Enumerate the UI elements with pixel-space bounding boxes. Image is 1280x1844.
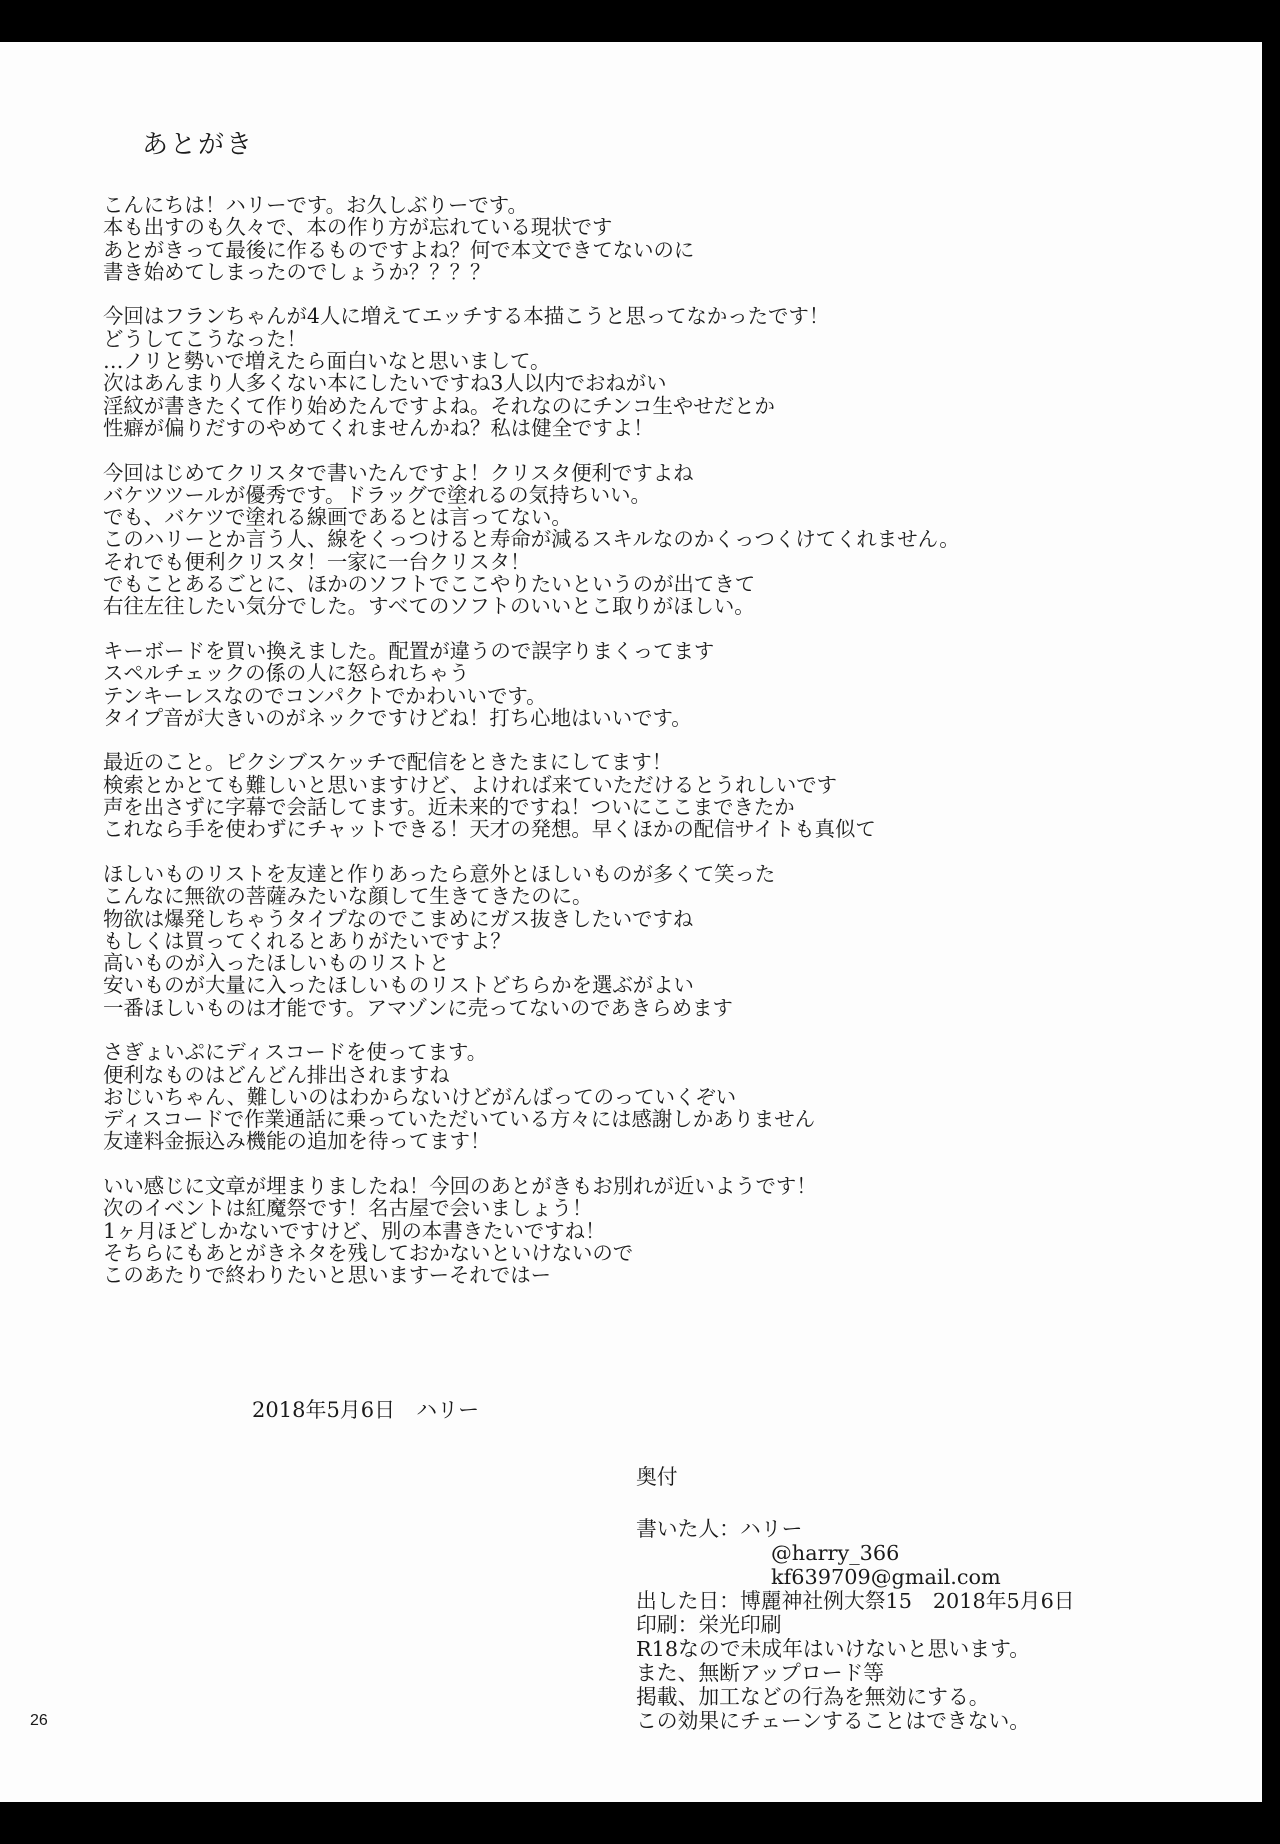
text-line: 右往左往したい気分でした。すべてのソフトのいいとこ取りがほしい。 bbox=[103, 594, 755, 619]
text-line: キーボードを買い換えました。配置が違うので誤字りまくってます bbox=[103, 638, 715, 663]
colophon-author: 書いた人：ハリー bbox=[636, 1517, 803, 1541]
text-line: こんなに無欲の菩薩みたいな顔して生きてきたのに。 bbox=[103, 884, 593, 909]
colophon-twitter: @harry_366 bbox=[771, 1541, 900, 1565]
text-line: バケツツールが優秀です。ドラッグで塗れるの気持ちいい。 bbox=[103, 482, 651, 507]
text-line: おじいちゃん、難しいのはわからないけどがんばってのっていくぞい bbox=[103, 1084, 737, 1109]
paragraph bbox=[103, 1041, 1103, 1152]
colophon-note: また、無断アップロード等 bbox=[636, 1661, 885, 1685]
text-line: 今回はじめてクリスタで書いたんですよ！クリスタ便利ですよね bbox=[103, 460, 694, 485]
text-line: 友達料金振込み機能の追加を待ってます！ bbox=[103, 1129, 491, 1154]
text-line: 書き始めてしまったのでしょうか？？？？ bbox=[103, 259, 491, 284]
text-line: 声を出さずに字幕で会話してます。近未来的ですね！ついにここまできたか bbox=[103, 795, 795, 820]
text-line: このハリーとか言う人、線をくっつけると寿命が減るスキルなのかくっつくけてくれません。 bbox=[103, 527, 960, 552]
text-line: それでも便利クリスタ！一家に一台クリスタ！ bbox=[103, 549, 531, 574]
paragraph bbox=[103, 194, 1103, 283]
text-line: 次はあんまり人多くない本にしたいですね3人以内でおねがい bbox=[103, 371, 667, 396]
text-line: 次のイベントは紅魔祭です！名古屋で会いましょう！ bbox=[103, 1196, 593, 1221]
text-line: 今回はフランちゃんが4人に増えてエッチする本描こうと思ってなかったです！ bbox=[103, 304, 830, 329]
text-line: 検索とかとても難しいと思いますけど、よければ来ていただけるとうれしいです bbox=[103, 772, 838, 797]
text-line: もしくは買ってくれるとありがたいですよ？ bbox=[103, 928, 511, 953]
text-line: そちらにもあとがきネタを残しておかないといけないので bbox=[103, 1240, 634, 1265]
text-line: あとがきって最後に作るものですよね？何で本文できてないのに bbox=[103, 237, 695, 262]
text-line: スペルチェックの係の人に怒られちゃう bbox=[103, 661, 470, 686]
text-line: 本も出すのも久々で、本の作り方が忘れている現状です bbox=[103, 215, 613, 240]
colophon bbox=[636, 1465, 1075, 1733]
text-line: でもことあるごとに、ほかのソフトでここやりたいというのが出てきて bbox=[103, 572, 756, 597]
colophon-release: 出した日：博麗神社例大祭15 2018年5月6日 bbox=[636, 1589, 1075, 1613]
text-line: 1ヶ月ほどしかないですけど、別の本書きたいですね！ bbox=[103, 1218, 606, 1243]
afterword-heading: あとがき bbox=[142, 130, 255, 160]
paragraph bbox=[103, 1175, 1103, 1286]
paragraph bbox=[103, 462, 1103, 618]
text-line: 最近のこと。ピクシブスケッチで配信をときたまにしてます！ bbox=[103, 750, 673, 775]
colophon-email: kf639709@gmail.com bbox=[771, 1565, 1001, 1589]
text-line: これなら手を使わずにチャットできる！天才の発想。早くほかの配信サイトも真似て bbox=[103, 817, 876, 842]
text-line: 安いものが大量に入ったほしいものリストどちらかを選ぶがよい bbox=[103, 973, 694, 998]
text-line: いい感じに文章が埋まりましたね！今回のあとがきもお別れが近いようです！ bbox=[103, 1174, 817, 1199]
paragraph bbox=[103, 640, 1103, 729]
page bbox=[0, 42, 1262, 1802]
text-line: さぎょいぷにディスコードを使ってます。 bbox=[103, 1040, 488, 1065]
text-line: 淫紋が書きたくて作り始めたんですよね。それなのにチンコ生やせだとか bbox=[103, 393, 775, 418]
text-line: タイプ音が大きいのがネックですけどね！打ち心地はいいです。 bbox=[103, 705, 692, 730]
text-line: …ノリと勢いで増えたら面白いなと思いまして。 bbox=[103, 349, 551, 374]
paragraph bbox=[103, 305, 1103, 439]
text-line: 便利なものはどんどん排出されますね bbox=[103, 1062, 450, 1087]
paragraph bbox=[103, 863, 1103, 1019]
afterword-body bbox=[103, 194, 1103, 1309]
colophon-note: この効果にチェーンすることはできない。 bbox=[636, 1709, 1031, 1733]
text-line: 高いものが入ったほしいものリストと bbox=[103, 951, 450, 976]
text-line: 一番ほしいものは才能です。アマゾンに売ってないのであきらめます bbox=[103, 995, 733, 1020]
page-number: 26 bbox=[30, 1712, 48, 1729]
text-line: 物欲は爆発しちゃうタイプなのでこまめにガス抜きしたいですね bbox=[103, 906, 694, 931]
text-line: ディスコードで作業通話に乗っていただいている方々には感謝しかありません bbox=[103, 1107, 816, 1132]
colophon-note: R18なので未成年はいけないと思います。 bbox=[636, 1637, 1031, 1661]
text-line: こんにちは！ハリーです。お久しぶりーです。 bbox=[103, 193, 528, 217]
signature-date: 2018年5月6日 ハリー bbox=[252, 1398, 480, 1422]
colophon-title: 奥付 bbox=[636, 1465, 678, 1489]
text-line: でも、バケツで塗れる線画であるとは言ってない。 bbox=[103, 505, 572, 530]
text-line: このあたりで終わりたいと思いますーそれではー bbox=[103, 1263, 551, 1288]
colophon-note: 掲載、加工などの行為を無効にする。 bbox=[636, 1685, 990, 1709]
text-line: 性癖が偏りだすのやめてくれませんかね？私は健全ですよ！ bbox=[103, 415, 654, 440]
text-line: どうしてこうなった！ bbox=[103, 326, 307, 351]
text-line: ほしいものリストを友達と作りあったら意外とほしいものが多くて笑った bbox=[103, 861, 776, 886]
paragraph bbox=[103, 751, 1103, 840]
colophon-printer: 印刷：栄光印刷 bbox=[636, 1613, 782, 1637]
text-line: テンキーレスなのでコンパクトでかわいいです。 bbox=[103, 683, 547, 708]
